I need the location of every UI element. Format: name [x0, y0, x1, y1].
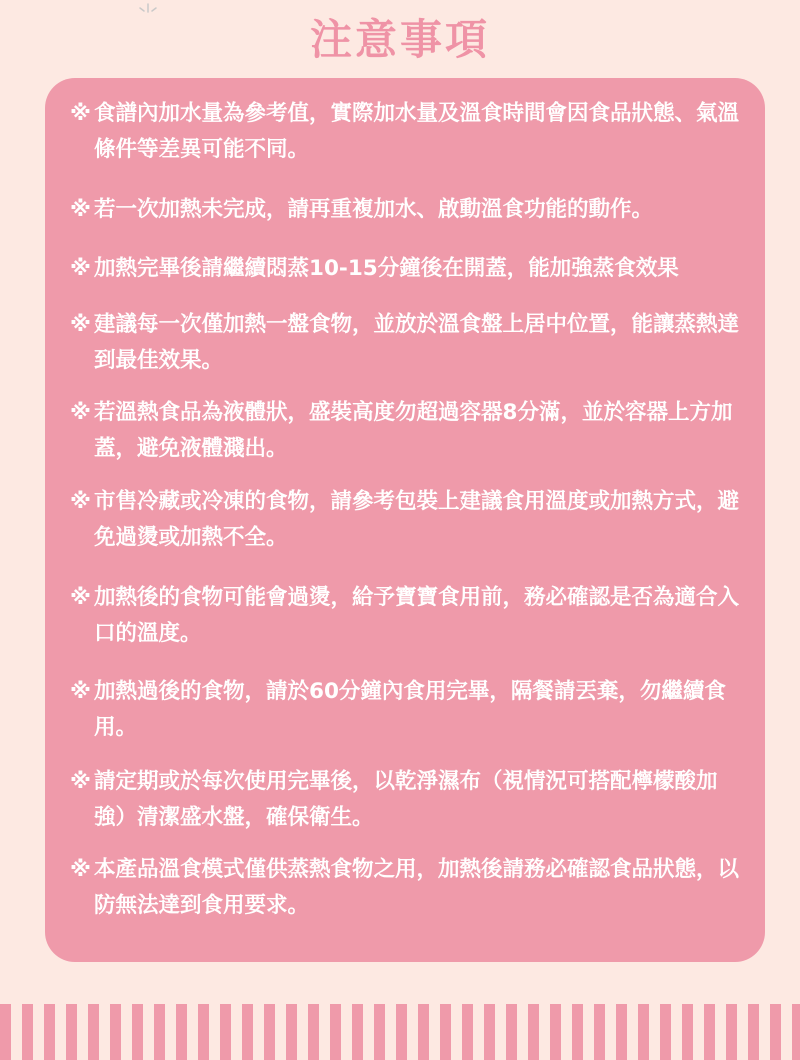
note-item-6 — [70, 484, 748, 556]
note-mark: ※ — [70, 312, 91, 337]
note-item-2 — [70, 192, 748, 228]
note-text: 本產品溫食模式僅供蒸熱食物之用，加熱後請務必確認食品狀態，以防無法達到食用要求。 — [94, 857, 740, 918]
page-title: 注意事項 — [309, 15, 490, 64]
note-mark: ※ — [70, 489, 91, 514]
note-text: 食譜內加水量為參考值，實際加水量及溫食時間會因食品狀態、氣溫條件等差異可能不同。 — [94, 101, 740, 162]
note-mark: ※ — [70, 857, 91, 882]
note-text: 加熱後的食物可能會過燙，給予寶寶食用前，務必確認是否為適合入口的溫度。 — [94, 585, 740, 646]
note-text: 若一次加熱未完成，請再重複加水、啟動溫食功能的動作。 — [94, 197, 654, 222]
note-mark: ※ — [70, 197, 91, 222]
note-text: 若溫熱食品為液體狀，盛裝高度勿超過容器8分滿，並於容器上方加蓋，避免液體濺出。 — [94, 400, 733, 461]
note-text: 市售冷藏或冷凍的食物，請參考包裝上建議食用溫度或加熱方式，避免過燙或加熱不全。 — [94, 489, 740, 550]
note-item-8 — [70, 674, 748, 746]
note-item-7 — [70, 580, 748, 652]
note-item-3 — [70, 251, 748, 287]
note-mark: ※ — [70, 400, 91, 425]
note-item-4 — [70, 307, 748, 379]
note-mark: ※ — [70, 769, 91, 794]
note-text: 建議每一次僅加熱一盤食物，並放於溫食盤上居中位置，能讓蒸熱達到最佳效果。 — [94, 312, 740, 373]
note-mark: ※ — [70, 585, 91, 610]
note-mark: ※ — [70, 101, 91, 126]
note-text: 加熱過後的食物，請於60分鐘內食用完畢，隔餐請丟棄，勿繼續食用。 — [94, 679, 726, 740]
note-item-9 — [70, 764, 748, 836]
note-text: 請定期或於每次使用完畢後，以乾淨濕布（視情況可搭配檸檬酸加強）清潔盛水盤，確保衛生。 — [94, 769, 718, 830]
note-item-5 — [70, 395, 748, 467]
note-mark: ※ — [70, 256, 91, 281]
note-item-10 — [70, 852, 748, 924]
decorative-stripes — [0, 1004, 800, 1060]
note-mark: ※ — [70, 679, 91, 704]
note-item-1 — [70, 96, 748, 168]
note-text: 加熱完畢後請繼續悶蒸10-15分鐘後在開蓋，能加強蒸食效果 — [94, 256, 679, 281]
